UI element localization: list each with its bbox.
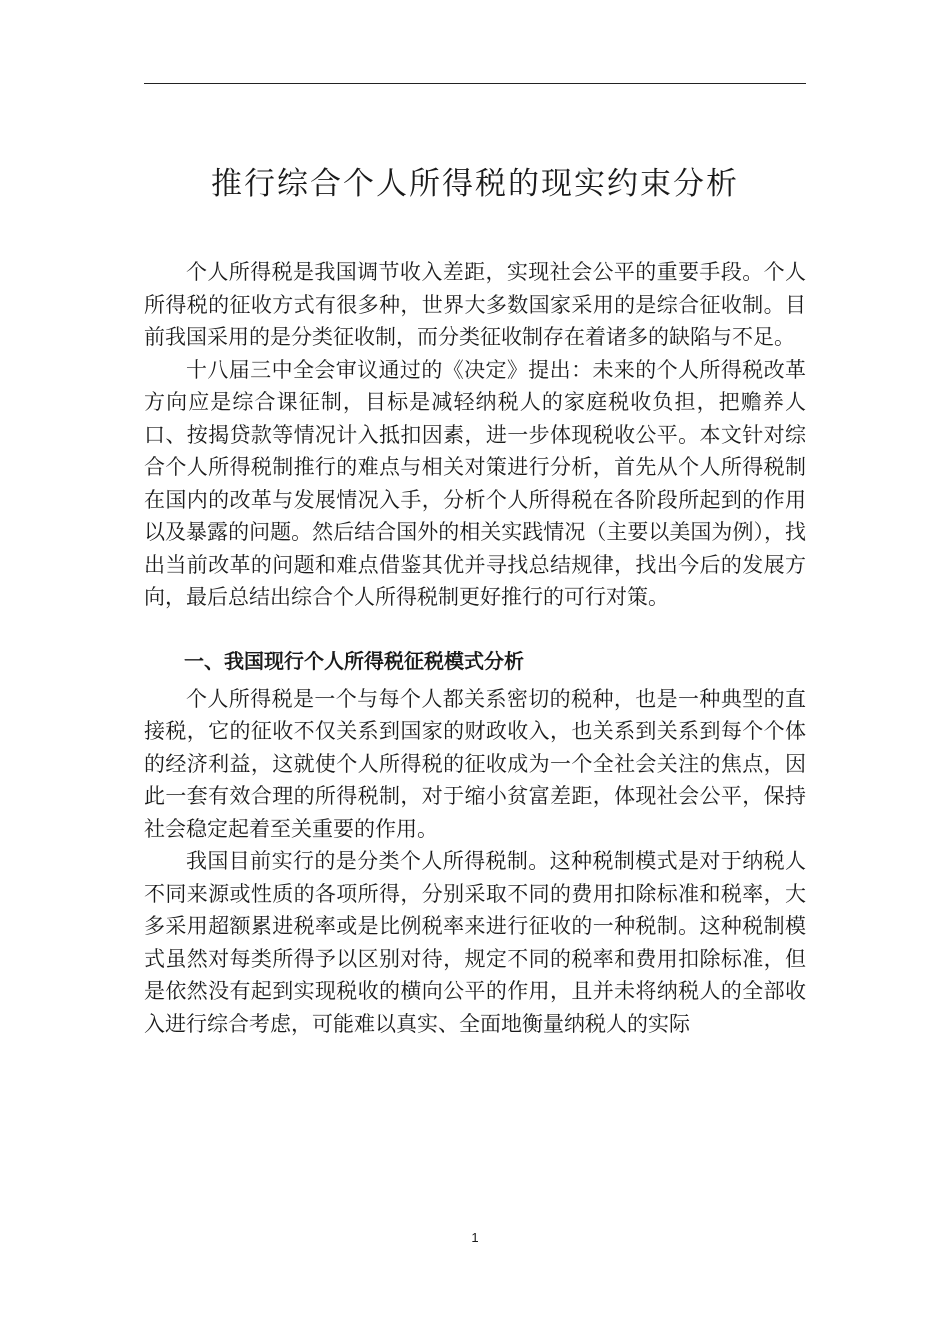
- intro-paragraph-2: 十八届三中全会审议通过的《决定》提出：未来的个人所得税改革方向应是综合课征制，目标是减轻纳税人的家庭税收负担，把赡养人口、按揭贷款等情况计入抵扣因素，进一步体现税收公平。本文针对综合个人所得税制推行的难点与相关对策进行分析，首先从个人所得税制在国内的改革与发展情况入手，分析个人所得税在各阶段所起到的作用以及暴露的问题。然后结合国外的相关实践情况（主要以美国为例），找出当前改革的问题和难点借鉴其优并寻找总结规律，找出今后的发展方向，最后总结出综合个人所得税制更好推行的可行对策。: [144, 357, 806, 609]
- section-heading-1: 一、我国现行个人所得税征税模式分析: [184, 648, 524, 673]
- document-body: [144, 256, 806, 1040]
- section-1-paragraph-2: 我国目前实行的是分类个人所得税制。这种税制模式是对于纳税人不同来源或性质的各项所得，分别采取不同的费用扣除标准和税率，大多采用超额累进税率或是比例税率来进行征收的一种税制。这种税制模式虽然对每类所得予以区别对待，规定不同的税率和费用扣除标准，但是依然没有起到实现税收的横向公平的作用，且并未将纳税人的全部收入进行综合考虑，可能难以真实、全面地衡量纳税人的实际: [144, 849, 806, 1036]
- intro-paragraph-1: 个人所得税是我国调节收入差距，实现社会公平的重要手段。个人所得税的征收方式有很多种，世界大多数国家采用的是综合征收制。目前我国采用的是分类征收制，而分类征收制存在着诸多的缺陷与不足。: [144, 260, 806, 349]
- page-number: 1: [471, 1230, 479, 1245]
- document-title: 推行综合个人所得税的现实约束分析: [211, 166, 739, 202]
- header-rule: [144, 83, 806, 84]
- section-1-paragraph-1: 个人所得税是一个与每个人都关系密切的税种，也是一种典型的直接税，它的征收不仅关系到国家的财政收入，也关系到关系到每个个体的经济利益，这就使个人所得税的征收成为一个全社会关注的焦点，因此一套有效合理的所得税制，对于缩小贫富差距，体现社会公平，保持社会稳定起着至关重要的作用。: [144, 686, 806, 841]
